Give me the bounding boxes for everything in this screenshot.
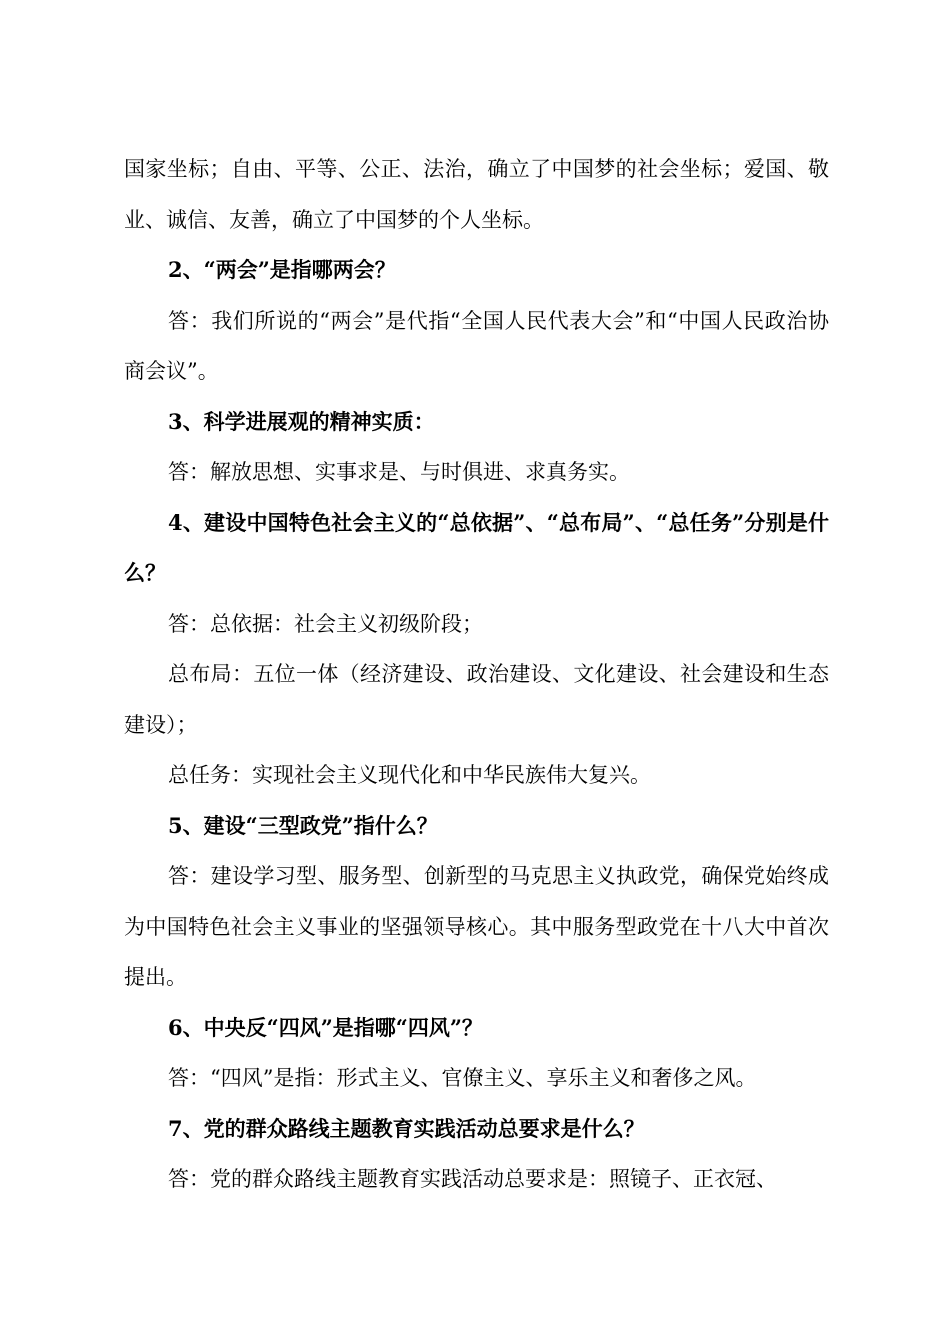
question-2: 2、“两会”是指哪两会？: [168, 257, 396, 282]
answer-6: 答：“四风”是指：形式主义、官僚主义、享乐主义和奢侈之风。: [168, 1066, 757, 1090]
answer-4-task: 总任务：实现社会主义现代化和中华民族伟大复兴。: [168, 763, 651, 787]
document-body: [124, 144, 829, 1205]
paragraph-continuation: 国家坐标；自由、平等、公正、法治，确立了中国梦的社会坐标；爱国、敬业、诚信、友善，确立了中国梦的个人坐标。: [124, 157, 829, 232]
answer-5: 答：建设学习型、服务型、创新型的马克思主义执政党，确保党始终成为中国特色社会主义事业的坚强领导核心。其中服务型政党在十八大中首次提出。: [124, 864, 829, 989]
question-3: 3、科学进展观的精神实质：: [168, 408, 435, 434]
question-6: 6、中央反“四风”是指哪“四风”？: [168, 1014, 483, 1040]
question-5: 5、建设“三型政党”指什么？: [168, 812, 438, 838]
question-4: 4、建设中国特色社会主义的“总依据”、“总布局”、“总任务”分别是什么？: [124, 509, 829, 585]
question-7: 7、党的群众路线主题教育实践活动总要求是什么？: [168, 1115, 645, 1141]
answer-4-basis: 答：总依据：社会主义初级阶段；: [168, 611, 483, 636]
answer-4-layout: 总布局：五位一体（经济建设、政治建设、文化建设、社会建设和生态建设）；: [124, 662, 829, 737]
answer-7: 答：党的群众路线主题教育实践活动总要求是：照镜子、正衣冠、: [168, 1167, 777, 1191]
answer-2: 答：我们所说的“两会”是代指“全国人民代表大会”和“中国人民政治协商会议”。: [124, 308, 829, 383]
answer-3: 答：解放思想、实事求是、与时俱进、求真务实。: [168, 460, 630, 484]
